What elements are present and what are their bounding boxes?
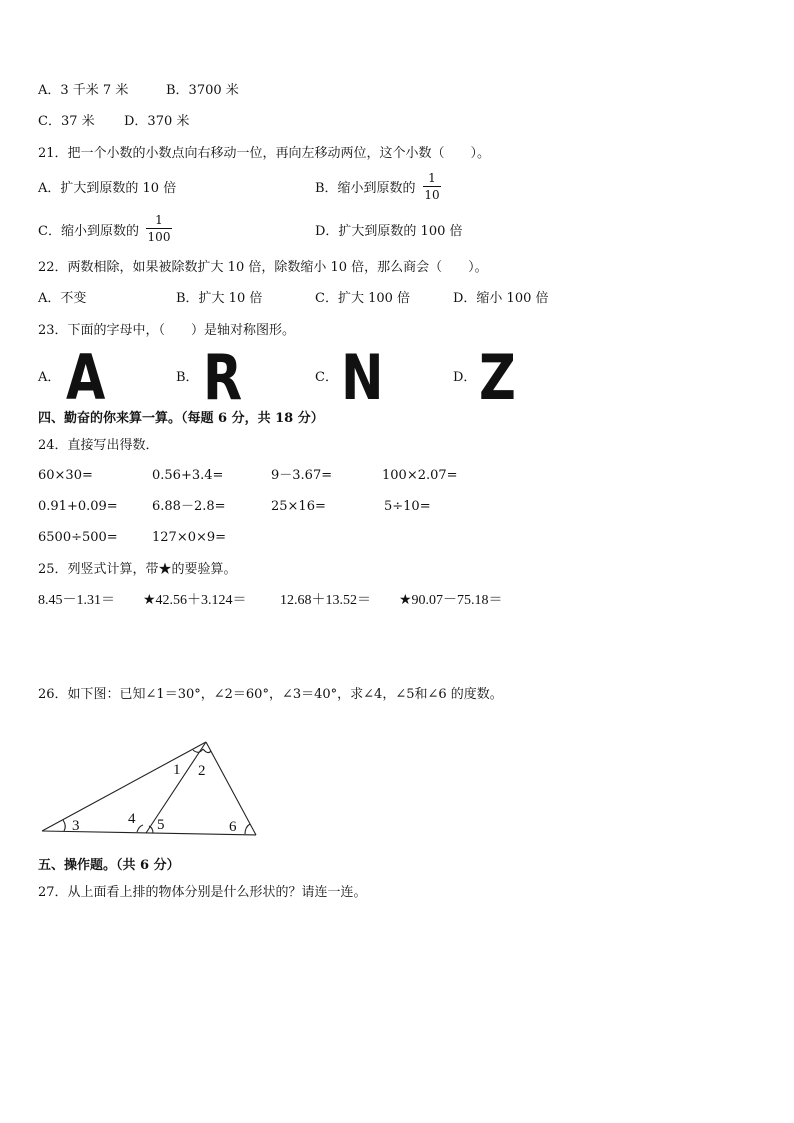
q21-option-c: C．缩小到原数的: [38, 224, 139, 239]
q23-letter-a: A: [66, 341, 106, 414]
angle-arc-3: [63, 820, 65, 831]
q23-letter-n: N: [341, 341, 384, 414]
q20-option-b: B．3700 米: [166, 83, 239, 98]
q24-item: 6.88－2.8=: [152, 499, 226, 514]
triangle-inner-segment: [146, 742, 206, 833]
q20-option-d: D．370 米: [124, 114, 190, 129]
q24-item: 100×2.07=: [382, 468, 458, 483]
q24-item: 0.91+0.09=: [38, 499, 118, 514]
q22-option-d: D．缩小 100 倍: [453, 291, 549, 306]
q25-item: 12.68＋13.52＝: [280, 593, 371, 608]
q23-label-c: C．: [315, 370, 338, 385]
q22-stem: 22．两数相除，如果被除数扩大 10 倍，除数缩小 10 倍，那么商会（ ）。: [38, 260, 488, 275]
q25-item: 8.45－1.31＝: [38, 593, 115, 608]
angle-label-1: 1: [173, 762, 181, 778]
q23-label-b: B．: [176, 370, 199, 385]
q24-item: 25×16=: [271, 499, 326, 514]
q24-item: 0.56+3.4=: [152, 468, 224, 483]
q23-label-a: A．: [38, 370, 61, 385]
angle-label-5: 5: [157, 817, 165, 833]
q21-option-a: A．扩大到原数的 10 倍: [38, 181, 177, 196]
angle-label-4: 4: [128, 811, 136, 827]
q23-stem: 23．下面的字母中，（ ）是轴对称图形。: [38, 323, 296, 338]
q22-option-b: B．扩大 10 倍: [176, 291, 263, 306]
q21-option-d: D．扩大到原数的 100 倍: [315, 224, 463, 239]
angle-arc-6: [245, 824, 250, 834]
fraction-denominator: 10: [424, 188, 440, 202]
q25-stem: 25．列竖式计算，带★的要验算。: [38, 562, 237, 577]
angle-label-6: 6: [229, 819, 237, 835]
angle-label-3: 3: [72, 818, 80, 834]
fraction-denominator: 100: [147, 230, 171, 244]
section-five-heading: 五、操作题。（共 6 分）: [38, 858, 180, 873]
q26-stem: 26．如下图：已知∠1＝30°，∠2＝60°，∠3＝40°，求∠4，∠5和∠6 的度数。: [38, 687, 503, 702]
q22-option-a: A．不变: [38, 291, 87, 306]
angle-label-2: 2: [198, 763, 206, 779]
q23-label-d: D．: [453, 370, 477, 385]
q20-option-c: C．37 米: [38, 114, 95, 129]
q21-stem: 21．把一个小数的小数点向右移动一位，再向左移动两位，这个小数（ ）。: [38, 146, 491, 161]
q24-item: 5÷10=: [384, 499, 431, 514]
angle-arc-4: [137, 825, 143, 832]
q24-item: 60×30=: [38, 468, 93, 483]
q25-item: ★90.07－75.18＝: [399, 593, 503, 608]
q20-option-a: A．3 千米 7 米: [38, 83, 129, 98]
q21-option-b: B．缩小到原数的: [315, 181, 416, 196]
triangle-side-left: [42, 742, 206, 831]
section-four-heading: 四、勤奋的你来算一算。（每题 6 分，共 18 分）: [38, 411, 324, 426]
q24-item: 6500÷500=: [38, 530, 118, 545]
q24-stem: 24．直接写出得数．: [38, 438, 159, 453]
fraction-numerator: 1: [428, 171, 436, 185]
q23-letter-r: R: [203, 341, 243, 414]
q25-item: ★42.56＋3.124＝: [143, 593, 247, 608]
q24-item: 127×0×9=: [152, 530, 227, 545]
q27-stem: 27．从上面看上排的物体分别是什么形状的？请连一连。: [38, 885, 367, 900]
q22-option-c: C．扩大 100 倍: [315, 291, 411, 306]
q24-item: 9－3.67=: [271, 468, 333, 483]
fraction-numerator: 1: [155, 213, 163, 227]
q23-letter-z: Z: [479, 341, 516, 414]
